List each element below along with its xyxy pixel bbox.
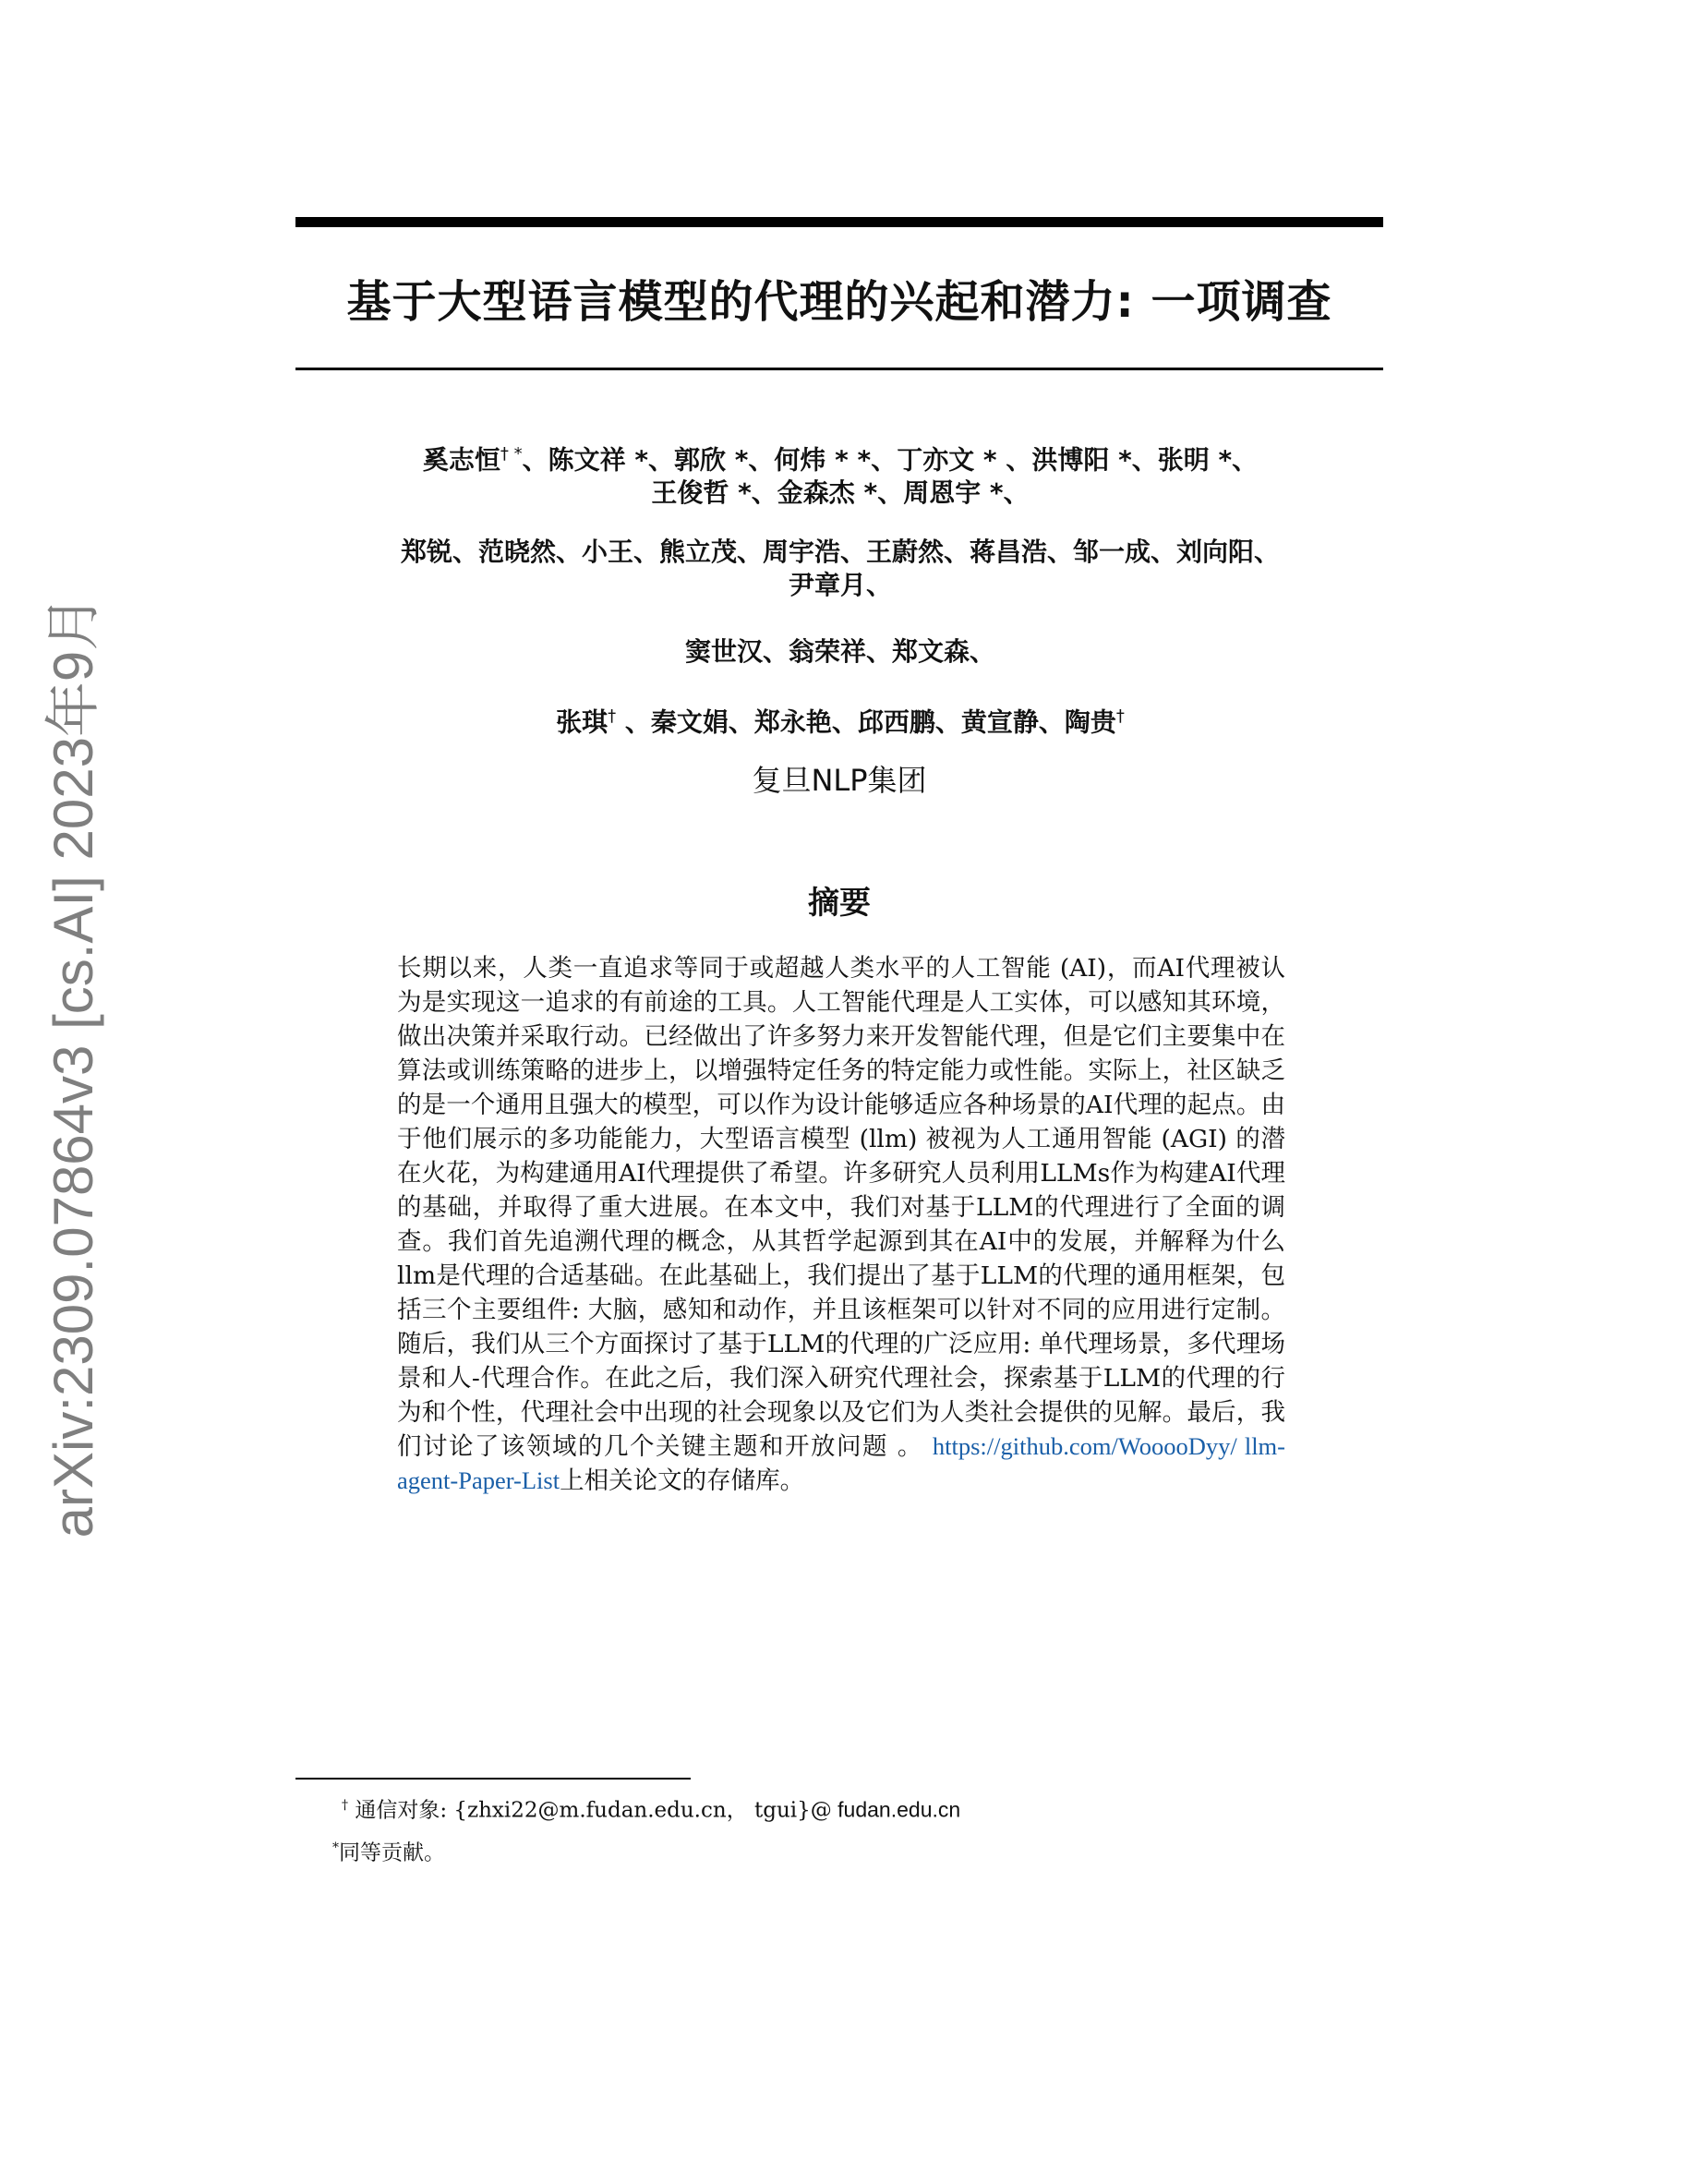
author-names: 郑锐、范晓然、小王、熊立茂、周宇浩、王蔚然、蒋昌浩、邹一成、刘向阳、 (400, 537, 1280, 567)
correspondence-domain: fudan.edu.cn (831, 1797, 961, 1822)
author-list-group-2 (332, 536, 1348, 602)
abstract-text-end: 上相关论文的存储库。 (560, 1466, 805, 1495)
footnote-correspondence (342, 1787, 1173, 1829)
footnote-equal-contribution (332, 1829, 1173, 1872)
affiliation: 复旦NLP集团 (752, 763, 927, 798)
title-bottom-rule (295, 368, 1383, 370)
author-names: 、陈文祥 *、郭欣 *、何炜 * *、丁亦文 * 、洪博阳 *、张明 *、 (522, 444, 1259, 476)
abstract-heading: 摘要 (808, 885, 871, 922)
equal-contribution-text: 同等贡献。 (339, 1840, 445, 1865)
abstract-text: 长期以来，人类一直追求等同于或超越人类水平的人工智能 (AI)，而AI代理被认为是实现这一追求的有前途的工具。人工智能代理是人工实体，可以感知其环境，做出决策并采取行动。已经做出了许多努力来开发智能代理，但是它们主要集中在算法或训练策略的进步上，以增强特定任务的特定能力或性能。实际上，社区缺乏的是一个通用且强大的模型，可以作为设计能够适应各种场景的AI代理的起点。由于他们展示的多功能能力，大型语言模型 (llm) 被视为人工通用智能 (AGI) 的潜在火花，为构建通用AI代理提供了希望。许多研究人员利用LLMs作为构建AI代理的基础，并取得了重大进展。在本文中，我们对基于LLM的代理进行了全面的调查。我们首先追溯代理的概念，从其哲学起源到其在AI中的发展，并解释为什么llm是代理的合适基础。在此基础上，我们提出了基于LLM的代理的通用框架，包括三个主要组件: 大脑，感知和动作，并且该框架可以针对不同的应用进行定制。随后，我们从三个方面探讨了基于LLM的代理的广泛应用: 单代理场景，多代理场景和人-代理合作。在此之后，我们深入研究代理社会，探索基于LLM的代理的行为和个性，代理社会中出现的社会现象以及它们为人类社会提供的见解。最后，我们讨论了该领域的几个关键主题和开放问题 。 (397, 954, 1285, 1461)
author-affiliation-mark: † (608, 706, 617, 726)
footnote-mark: * (332, 1840, 339, 1855)
author-list-group-4 (332, 700, 1348, 739)
author-list-group-1 (332, 438, 1348, 510)
footnote-rule (295, 1778, 691, 1780)
arxiv-identifier: arXiv:2309.07864v3 [cs.AI] 2023年9月 (42, 595, 104, 1538)
repository-link[interactable]: https://github.com/WooooDyy/ llm-agent-Paper-List (397, 1432, 1285, 1494)
correspondence-emails: 通信对象: {zhxi22@m.fudan.edu.cn， tgui}@ (355, 1798, 832, 1823)
title-top-rule (295, 217, 1383, 227)
author-names: 窦世汉、翁荣祥、郑文森、 (684, 636, 995, 667)
author-names: 尹章月、 (788, 570, 892, 600)
author-names: 、秦文娟、郑永艳、邱西鹏、黄宣静、陶贵 (624, 706, 1116, 738)
author-names: 王俊哲 *、金森杰 *、周恩宇 *、 (651, 477, 1030, 509)
abstract-body (397, 951, 1285, 1498)
footnote-mark: † (342, 1798, 348, 1813)
footnotes (332, 1787, 1173, 1871)
author-name: 奚志恒 (422, 444, 500, 476)
author-affiliation-mark: † * (500, 444, 523, 464)
author-list-group-3 (332, 635, 1348, 669)
paper-title: 基于大型语言模型的代理的兴起和潜力: 一项调查 (346, 276, 1332, 328)
author-name: 张琪 (556, 706, 609, 738)
author-affiliation-mark: † (1115, 706, 1125, 726)
